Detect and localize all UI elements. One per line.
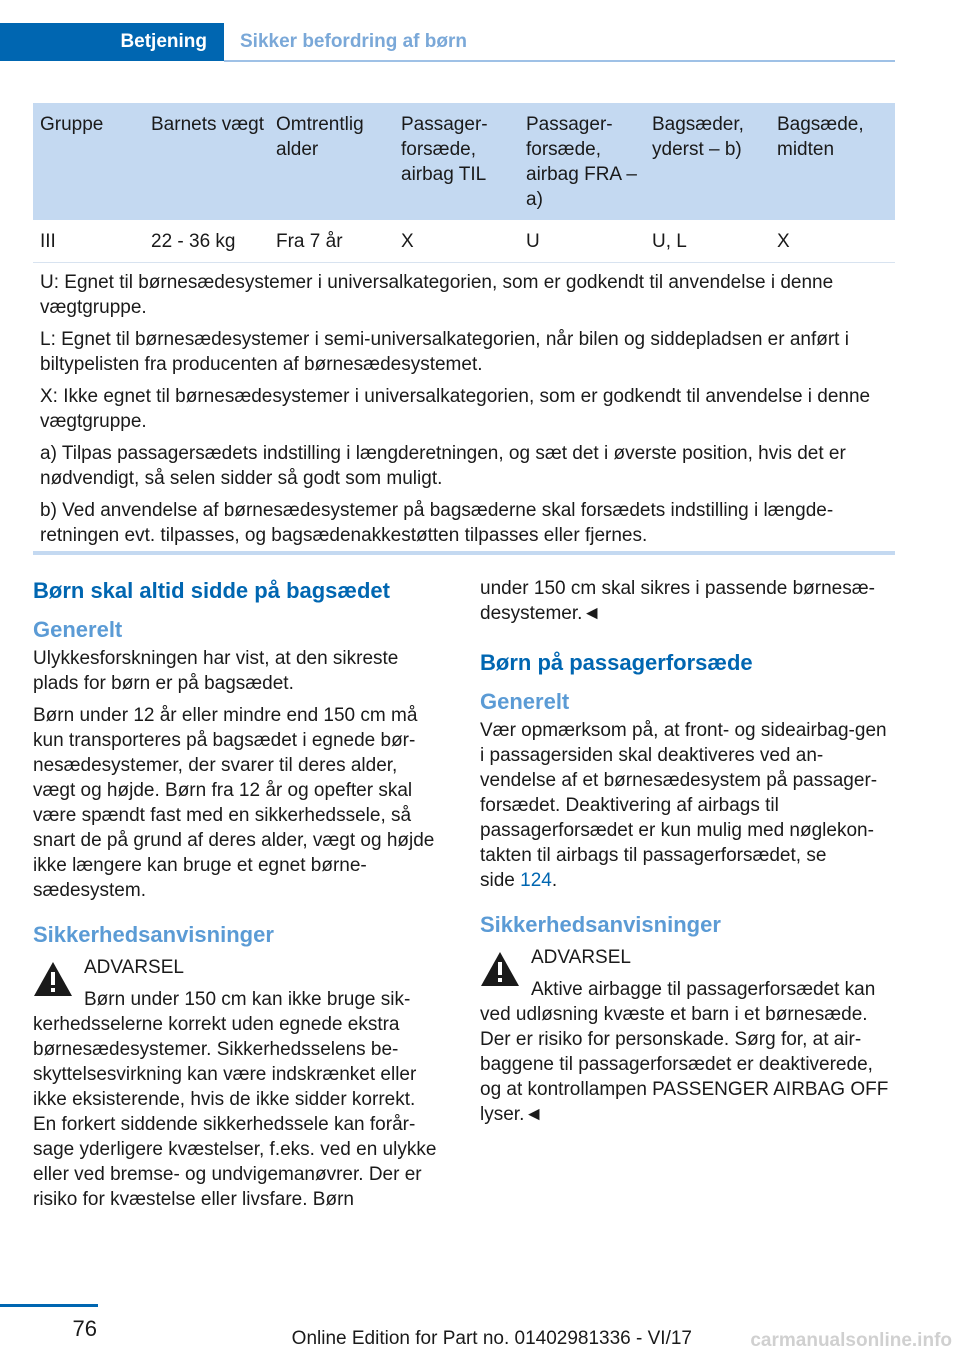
right-column [480, 576, 895, 1134]
watermark: carmanualsonline.info [750, 1330, 952, 1351]
chapter-tab: Betjening [0, 23, 224, 61]
note-l: L: Egnet til børnesædesystemer i semi-universalkategorien, når bilen og siddepladsen er anført i biltypelisten fra producenten af børnesædesystemet. [40, 329, 849, 375]
subheading-safety: Sikkerhedsanvisninger [480, 912, 721, 937]
table-header-row [33, 103, 895, 220]
left-column [33, 576, 443, 1219]
header-rear-middle: Bagsæde, midten [770, 103, 895, 220]
cell-rear-middle: X [770, 220, 895, 263]
table-row [33, 220, 895, 263]
note-b: b) Ved anvendelse af børnesædesystemer på bagsæderne skal forsædets indstilling i længde-retningen evt. tilpasses, og bagsædenakkestøtten tilpasses eller fjernes. [40, 500, 834, 546]
warning-text-first-line: Aktive airbagge til passagerforsædet kan [531, 979, 876, 1000]
header-divider [224, 60, 895, 62]
subheading-safety: Sikkerhedsanvisninger [33, 922, 274, 947]
page-header [0, 23, 960, 63]
warning-text: ved udløsning kvæste et barn i et børnesæde. Der er risiko for personskade. Sørg for, at air-baggene til passagerforsædet er deaktiverede, og at kontrollampen PASSENGER AIRBAG OFF lyser.◄ [480, 1004, 889, 1125]
warning-text-first-line: Børn under 150 cm kan ikke bruge sik- [84, 989, 411, 1010]
table-notes-row [33, 263, 895, 559]
cell-front-airbag-on: X [394, 220, 519, 263]
warning-label: ADVARSEL [531, 947, 631, 968]
paragraph: Ulykkesforskningen har vist, at den sikreste plads for børn er på bagsædet. [33, 648, 399, 694]
cell-age: Fra 7 år [269, 220, 394, 263]
header-age: Omtrentlig alder [269, 103, 394, 220]
section-title-front-seat: Børn på passagerforsæde [480, 650, 753, 675]
note-u: U: Egnet til børnesædesystemer i universalkategorien, som er godkendt til anvendelse i denne vægtgruppe. [40, 272, 834, 318]
note-x: X: Ikke egnet til børnesædesystemer i universalkategorien, som er godkendt til anvendelse i denne vægtgruppe. [40, 386, 871, 432]
header-front-airbag-on: Passager-forsæde, airbag TIL [394, 103, 519, 220]
warning-triangle-icon [33, 961, 73, 997]
header-rear-outer: Bagsæder, yderst – b) [645, 103, 770, 220]
note-a: a) Tilpas passagersædets indstilling i længderetningen, og sæt det i øverste position, hvis det er nødvendigt, så selen sidder så godt som muligt. [40, 443, 846, 489]
cell-rear-outer: U, L [645, 220, 770, 263]
header-front-airbag-off: Passager-forsæde, airbag FRA – a) [519, 103, 645, 220]
cell-front-airbag-off: U [519, 220, 645, 263]
continued-paragraph: under 150 cm skal sikres i passende børnesæ-desystemer.◄ [480, 578, 875, 624]
table-notes [33, 263, 895, 559]
edition-note: Online Edition for Part no. 01402981336 - VI/17 [291, 1328, 692, 1349]
page-number: 76 [72, 1316, 97, 1341]
warning-label: ADVARSEL [84, 957, 184, 978]
warning-block [480, 945, 895, 1127]
child-seat-table [33, 103, 895, 558]
header-group: Gruppe [33, 103, 144, 220]
warning-text: kerhedsselerne korrekt uden egnede ekstra børnesædesystemer. Sikkerhedsselens be-skyttelsesvirkning kan være indskrænket eller ikke eksisterende, hvis de ikke sidder korrekt. En forkert siddende sikkerhedssele kan forår-sage yderligere kvæstelser, f.eks. ved en ulykke eller ved bremse- og undvigemanøvrer. Der er risiko for kvæstelse eller livsfare. Børn [33, 1014, 437, 1210]
page-number-rule [0, 1304, 98, 1307]
page-link-124[interactable]: 124 [520, 870, 552, 891]
paragraph-airbag-deactivation [480, 718, 895, 893]
paragraph: Børn under 12 år eller mindre end 150 cm må kun transporteres på bagsædet i egnede bør-nesædesystemer, der svarer til deres alder, vægt og højde. Børn fra 12 år og opefter skal være spændt fast med en sikkerhedssele, så snart de på grund af deres alder, vægt og højde ikke længere kan bruge et egnet børne-sædesystem. [33, 705, 435, 901]
paragraph-text: Vær opmærksom på, at front- og sideairbag-gen i passagersiden skal deaktiveres ved an-vendelse af et børnesædesystem på passager-forsædet. Deaktivering af airbags til passagerforsædet er kun mulig med nøglekon-takten til airbags til passagerforsædet, se [480, 720, 887, 866]
table-end-divider [33, 551, 895, 555]
section-tab: Sikker befordring af børn [240, 31, 467, 52]
cell-weight: 22 - 36 kg [144, 220, 269, 263]
section-title-rear-seat: Børn skal altid sidde på bagsædet [33, 578, 390, 603]
period: . [551, 870, 558, 891]
header-weight: Barnets vægt [144, 103, 269, 220]
warning-triangle-icon [480, 951, 520, 987]
subheading-general: Generelt [480, 689, 570, 714]
cell-group: III [33, 220, 144, 263]
subheading-general: Generelt [33, 617, 123, 642]
warning-block [33, 955, 443, 1212]
side-word: side [480, 870, 515, 891]
